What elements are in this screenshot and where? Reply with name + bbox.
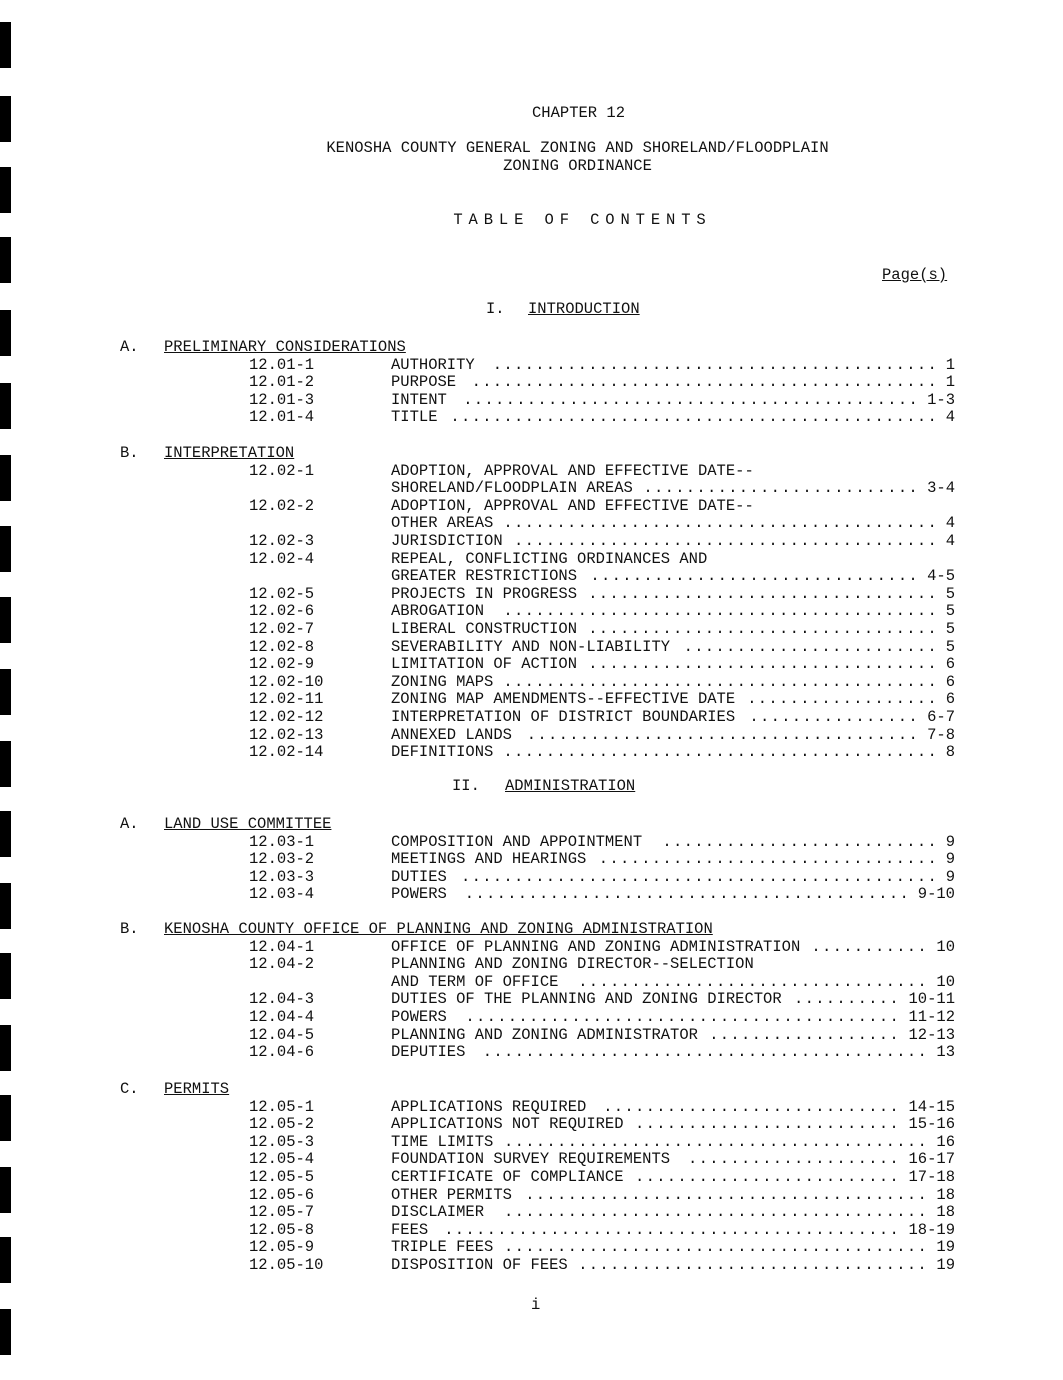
dot-leader: ................................. (588, 620, 939, 638)
entry-pages: 16-17 (908, 1150, 955, 1169)
section-code: 12.05-9 (249, 1238, 315, 1257)
entry-pages: 10 (936, 972, 955, 991)
dot-leader: ............................................ (471, 373, 939, 392)
entry-pages: 5 (945, 637, 955, 656)
dot-leader: .......................... (643, 479, 920, 498)
section-code: 12.05-2 (249, 1115, 315, 1134)
toc-title: TABLE OF CONTENTS (453, 211, 712, 229)
entry-pages: 4-5 (927, 567, 955, 586)
entry-pages: 18 (936, 1203, 955, 1222)
dot-leader: ........................................ (514, 532, 939, 550)
section-code: 12.04-3 (249, 990, 315, 1009)
dot-leader: ................................ (598, 850, 939, 869)
ordinance-title-line-1: KENOSHA COUNTY GENERAL ZONING AND SHORELAND/FLOODPLAIN (326, 139, 829, 157)
part-numeral: I. (486, 300, 505, 318)
dot-leader: ........... (811, 937, 929, 956)
entry-pages: 9-10 (917, 885, 955, 904)
entry-title: ANNEXED LANDS (391, 725, 512, 744)
toc-entry (0, 356, 1063, 374)
dot-leader: .................. (747, 690, 939, 709)
dot-leader: ......................................... (503, 514, 939, 533)
section-code: 12.05-4 (249, 1150, 315, 1169)
entry-pages: 1 (945, 373, 955, 392)
toc-entry (0, 1150, 1063, 1168)
section-code: 12.02-8 (249, 637, 315, 656)
section-code: 12.03-3 (249, 867, 315, 886)
entry-title: ADOPTION, APPROVAL AND EFFECTIVE DATE-- (391, 496, 754, 515)
entry-title: POWERS (391, 885, 447, 904)
section-code: 12.02-6 (249, 602, 315, 621)
entry-pages: 13 (936, 1043, 955, 1062)
toc-entry (0, 1168, 1063, 1186)
entry-pages: 3-4 (927, 479, 955, 498)
toc-entry (0, 938, 1063, 956)
dot-leader: ................................. (578, 972, 929, 991)
toc-entry (0, 1186, 1063, 1204)
entry-title: SEVERABILITY AND NON-LIABILITY (391, 637, 671, 656)
section-code: 12.02-5 (249, 584, 315, 603)
entry-pages: 7-8 (927, 725, 955, 744)
toc-entry (0, 620, 1063, 638)
entry-pages: 1 (945, 355, 955, 374)
section-code: 12.01-2 (249, 373, 315, 392)
dot-leader: ......................... (635, 1115, 901, 1134)
toc-entry (0, 1221, 1063, 1239)
section-code: 12.02-3 (249, 532, 315, 550)
entry-pages: 9 (945, 832, 955, 851)
dot-leader: ........................................... (444, 1220, 901, 1239)
section-code: 12.02-7 (249, 620, 315, 638)
entry-pages: 9 (945, 850, 955, 869)
toc-entry (0, 690, 1063, 708)
entry-pages: 18-19 (908, 1220, 955, 1239)
entry-title: DUTIES (391, 867, 447, 886)
dot-leader: ...................................... (525, 1185, 929, 1204)
section-code: 12.01-4 (249, 408, 315, 427)
entry-pages: 4 (945, 514, 955, 533)
entry-pages: 6 (945, 655, 955, 674)
toc-entry (0, 833, 1063, 851)
dot-leader: .......................... (662, 832, 939, 851)
entry-title: REPEAL, CONFLICTING ORDINANCES AND (391, 549, 708, 568)
section-letter: A. (120, 338, 139, 356)
entry-title: PLANNING AND ZONING DIRECTOR--SELECTION (391, 955, 754, 974)
entry-title: DEFINITIONS (391, 743, 494, 762)
entry-title: TRIPLE FEES (391, 1238, 494, 1257)
entry-title: OFFICE OF PLANNING AND ZONING ADMINISTRATION (391, 937, 801, 956)
entry-pages: 18 (936, 1185, 955, 1204)
section-letter: A. (120, 815, 139, 833)
dot-leader: ................ (749, 708, 920, 726)
dot-leader: .............................................. (450, 408, 939, 427)
dot-leader: ........................................ (504, 1203, 929, 1222)
section-code: 12.05-1 (249, 1097, 315, 1116)
dot-leader: .......................................... (464, 885, 911, 904)
dot-leader: .......... (794, 990, 901, 1009)
entry-title: APPLICATIONS REQUIRED (391, 1097, 587, 1116)
dot-leader: ........................ (683, 637, 939, 656)
section-code: 12.04-1 (249, 937, 315, 956)
dot-leader: .......................................... (492, 355, 939, 374)
toc-entry (0, 990, 1063, 1008)
entry-title: INTERPRETATION OF DISTRICT BOUNDARIES (391, 708, 736, 726)
toc-entry (0, 1043, 1063, 1061)
dot-leader: ......................... (635, 1168, 901, 1186)
section-code: 12.02-2 (249, 496, 315, 515)
entry-title: DISCLAIMER (391, 1203, 485, 1222)
chapter-title: CHAPTER 12 (531, 104, 625, 122)
dot-leader: ............................... (590, 567, 920, 586)
entry-title: TIME LIMITS (391, 1132, 494, 1151)
entry-title: JURISDICTION (391, 532, 503, 550)
toc-entry (0, 373, 1063, 391)
entry-pages: 15-16 (908, 1115, 955, 1134)
toc-entry (0, 497, 1063, 515)
section-code: 12.04-4 (249, 1008, 315, 1026)
toc-entry (0, 391, 1063, 409)
dot-leader: ..................................... (526, 725, 920, 744)
entry-title: DISPOSITION OF FEES (391, 1256, 568, 1274)
section-code: 12.02-4 (249, 549, 315, 568)
dot-leader: ........................................... (463, 390, 920, 409)
entry-pages: 8 (945, 743, 955, 762)
toc-entry-continuation (0, 567, 1063, 585)
dot-leader: ......................................... (503, 602, 939, 621)
entry-pages: 17-18 (908, 1168, 955, 1186)
section-code: 12.02-1 (249, 461, 315, 480)
toc-entry-continuation (0, 479, 1063, 497)
entry-title: AND TERM OF OFFICE (391, 972, 559, 991)
section-code: 12.05-7 (249, 1203, 315, 1222)
toc-entry (0, 1203, 1063, 1221)
toc-entry-continuation (0, 973, 1063, 991)
entry-pages: 1-3 (927, 390, 955, 409)
section-title: LAND USE COMMITTEE (164, 815, 332, 833)
part-title: INTRODUCTION (528, 300, 640, 318)
entry-title: FOUNDATION SURVEY REQUIREMENTS (391, 1150, 671, 1169)
section-code: 12.03-4 (249, 885, 315, 904)
section-title: PERMITS (164, 1080, 230, 1098)
section-code: 12.04-6 (249, 1043, 315, 1062)
entry-pages: 5 (945, 602, 955, 621)
toc-entry (0, 1026, 1063, 1044)
dot-leader: ................................. (588, 655, 939, 674)
section-code: 12.02-10 (249, 672, 324, 691)
toc-entry (0, 1238, 1063, 1256)
section-code: 12.05-5 (249, 1168, 315, 1186)
entry-pages: 4 (945, 532, 955, 550)
dot-leader: ........................................ (504, 1238, 929, 1257)
toc-entry (0, 408, 1063, 426)
toc-entry-continuation (0, 514, 1063, 532)
part-numeral: II. (452, 777, 480, 795)
section-code: 12.05-6 (249, 1185, 315, 1204)
entry-pages: 6-7 (927, 708, 955, 726)
section-code: 12.05-8 (249, 1220, 315, 1239)
toc-entry (0, 1098, 1063, 1116)
dot-leader: .................. (709, 1025, 901, 1044)
toc-entry (0, 532, 1063, 550)
toc-entry (0, 673, 1063, 691)
entry-pages: 4 (945, 408, 955, 427)
entry-title: MEETINGS AND HEARINGS (391, 850, 587, 869)
dot-leader: ................................. (578, 1256, 929, 1274)
entry-pages: 16 (936, 1132, 955, 1151)
toc-entry (0, 1008, 1063, 1026)
section-code: 12.05-10 (249, 1256, 324, 1274)
entry-pages: 19 (936, 1238, 955, 1257)
section-code: 12.02-12 (249, 708, 324, 726)
toc-entry (0, 655, 1063, 673)
entry-title: TITLE (391, 408, 438, 427)
toc-entry (0, 1133, 1063, 1151)
ordinance-title-line-2: ZONING ORDINANCE (503, 157, 652, 175)
entry-pages: 11-12 (908, 1008, 955, 1026)
section-title: INTERPRETATION (164, 444, 295, 462)
section-letter: C. (120, 1080, 139, 1098)
section-letter: B. (120, 444, 139, 462)
toc-entry (0, 708, 1063, 726)
dot-leader: ......................................... (503, 743, 939, 762)
entry-title: POWERS (391, 1008, 447, 1026)
page-number: i (531, 1296, 541, 1314)
toc-entry (0, 550, 1063, 568)
section-code: 12.03-1 (249, 832, 315, 851)
toc-entry (0, 885, 1063, 903)
toc-entry (0, 868, 1063, 886)
entry-title: GREATER RESTRICTIONS (391, 567, 578, 586)
entry-title: FEES (391, 1220, 429, 1239)
dot-leader: ......................................... (503, 672, 939, 691)
toc-entry (0, 462, 1063, 480)
part-title: ADMINISTRATION (505, 777, 636, 795)
entry-title: OTHER PERMITS (391, 1185, 512, 1204)
entry-pages: 12-13 (908, 1025, 955, 1044)
section-code: 12.02-14 (249, 743, 324, 762)
entry-title: ZONING MAP AMENDMENTS--EFFECTIVE DATE (391, 690, 736, 709)
entry-title: PURPOSE (391, 373, 457, 392)
section-code: 12.02-13 (249, 725, 324, 744)
entry-pages: 19 (936, 1256, 955, 1274)
dot-leader: ......................................... (465, 1008, 901, 1026)
section-code: 12.02-11 (249, 690, 324, 709)
section-title: KENOSHA COUNTY OFFICE OF PLANNING AND ZONING ADMINISTRATION (164, 920, 713, 938)
dot-leader: ........................................ (504, 1132, 929, 1151)
entry-title: PROJECTS IN PROGRESS (391, 584, 578, 603)
entry-pages: 6 (945, 672, 955, 691)
toc-entry (0, 850, 1063, 868)
entry-title: PLANNING AND ZONING ADMINISTRATOR (391, 1025, 698, 1044)
section-title: PRELIMINARY CONSIDERATIONS (164, 338, 406, 356)
entry-title: DUTIES OF THE PLANNING AND ZONING DIRECTOR (391, 990, 782, 1009)
toc-entry (0, 602, 1063, 620)
section-code: 12.01-1 (249, 355, 315, 374)
section-letter: B. (120, 920, 139, 938)
entry-title: AUTHORITY (391, 355, 475, 374)
section-code: 12.02-9 (249, 655, 315, 674)
entry-pages: 14-15 (908, 1097, 955, 1116)
entry-title: LIMITATION OF ACTION (391, 655, 578, 674)
entry-title: ABROGATION (391, 602, 485, 621)
entry-title: APPLICATIONS NOT REQUIRED (391, 1115, 624, 1134)
entry-title: ZONING MAPS (391, 672, 494, 691)
toc-entry (0, 585, 1063, 603)
dot-leader: .................... (688, 1150, 901, 1169)
entry-pages: 10 (936, 937, 955, 956)
entry-title: SHORELAND/FLOODPLAIN AREAS (391, 479, 633, 498)
section-code: 12.04-5 (249, 1025, 315, 1044)
dot-leader: ................................. (588, 584, 939, 603)
entry-title: COMPOSITION AND APPOINTMENT (391, 832, 643, 851)
toc-entry (0, 743, 1063, 761)
toc-entry (0, 955, 1063, 973)
entry-pages: 6 (945, 690, 955, 709)
section-code: 12.01-3 (249, 390, 315, 409)
entry-title: ADOPTION, APPROVAL AND EFFECTIVE DATE-- (391, 461, 754, 480)
entry-pages: 5 (945, 584, 955, 603)
toc-entry (0, 1115, 1063, 1133)
dot-leader: ............................ (603, 1097, 901, 1116)
ordinance-title (46, 139, 1063, 175)
entry-title: CERTIFICATE OF COMPLIANCE (391, 1168, 624, 1186)
entry-title: LIBERAL CONSTRUCTION (391, 620, 578, 638)
entry-title: INTENT (391, 390, 447, 409)
toc-entry (0, 726, 1063, 744)
toc-entry (0, 1256, 1063, 1274)
dot-leader: ............................................. (461, 867, 939, 886)
section-code: 12.03-2 (249, 850, 315, 869)
entry-pages: 9 (945, 867, 955, 886)
section-code: 12.04-2 (249, 955, 315, 974)
entry-title: DEPUTIES (391, 1043, 466, 1062)
pages-column-header: Page(s) (882, 266, 948, 284)
entry-pages: 10-11 (908, 990, 955, 1009)
entry-title: OTHER AREAS (391, 514, 494, 533)
toc-entry (0, 638, 1063, 656)
section-code: 12.05-3 (249, 1132, 315, 1151)
dot-leader: .......................................... (482, 1043, 929, 1062)
entry-pages: 5 (945, 620, 955, 638)
